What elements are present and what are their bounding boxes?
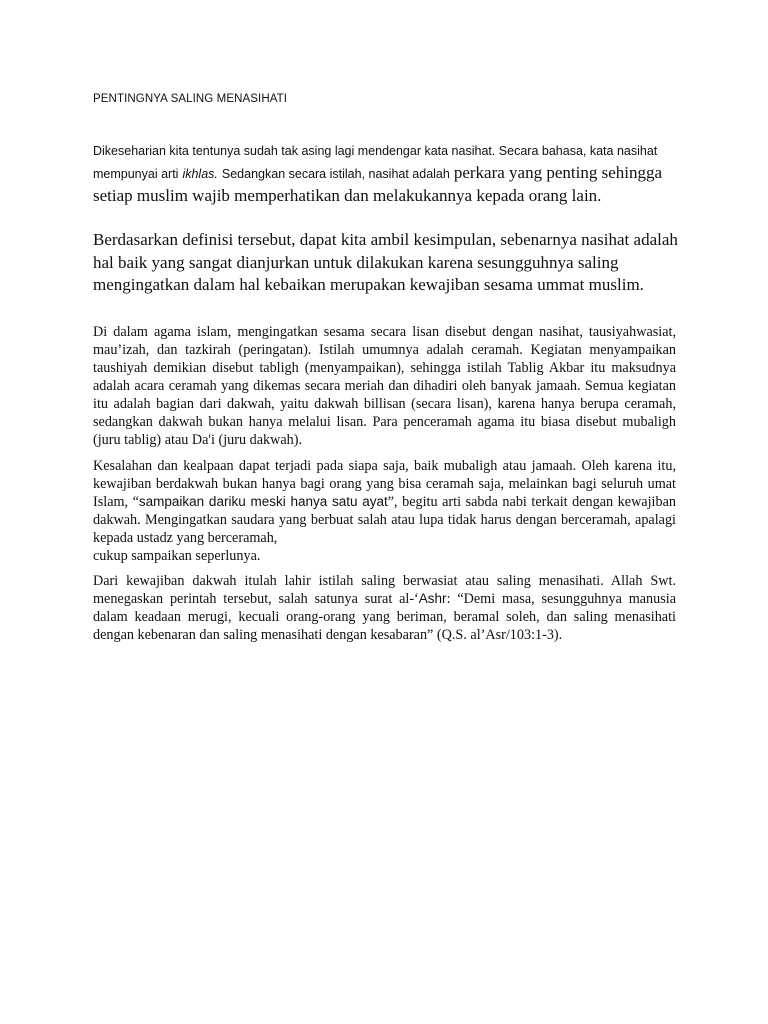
surah-name: Ashr — [418, 591, 447, 606]
hadith-quote: sampaikan dariku meski hanya satu ayat — [138, 494, 388, 509]
paragraph-definition — [93, 140, 678, 207]
paragraph-kewajiban-lead: Kesalahan dan kealpaan dapat terjadi pada siapa saja, baik mubaligh atau jamaah. Oleh karena itu, kewajiban berdakwah bukan hanya bagi orang yang bisa ceramah saja, melainkan bagi seluruh umat Islam, “ — [93, 458, 676, 510]
paragraph-definition-sans-tail: Sedangkan secara istilah, nasihat adalah — [221, 167, 450, 181]
paragraph-dakwah-lisan: Di dalam agama islam, mengingatkan sesama secara lisan disebut dengan nasihat, tausiyahwasiat, mau’izah, dan tazkirah (peringatan). Istilah umumnya adalah ceramah. Kegiatan menyampaikan taushiyah demikian disebut tabligh (menyampaikan), sehingga istilah Tablig Akbar itu maksudnya adalah acara ceramah yang dikemas secara meriah dan dihadiri oleh banyak jamaah. Semua kegiatan itu adalah bagian dari dakwah, yaitu dakwah billisan (secara lisan), karena hanya berupa ceramah, sedangkan dakwah bukan hanya melalui lisan. Para penceramah agama itu biasa disebut mubaligh (juru tablig) atau Da'i (juru dakwah). — [93, 324, 676, 448]
document-title: PENTINGNYA SALING MENASIHATI — [93, 93, 288, 105]
paragraph-kewajiban-last-line: cukup sampaikan seperlunya. — [93, 548, 261, 564]
italic-term-ikhlas: ikhlas. — [182, 167, 218, 181]
paragraph-saling-menasihati — [93, 572, 676, 644]
paragraph-kewajiban-mid: ”, begitu arti sabda nabi terkait dengan kewajiban dakwah. Mengingatkan saudara yang berbuat salah atau lupa tidak harus dengan berceramah, apalagi kepada ustadz yang berceramah, — [93, 494, 676, 546]
paragraph-conclusion: Berdasarkan definisi tersebut, dapat kita ambil kesimpulan, sebenarnya nasihat adalah hal baik yang sangat dianjurkan untuk dilakukan karena sesungguhnya saling mengingatkan dalam hal kebaikan merupakan kewajiban sesama ummat muslim. — [93, 230, 678, 294]
paragraph-definition-sans-lead: Dikeseharian kita tentunya sudah tak asing lagi mendengar kata nasihat. Secara bahasa, kata nasihat mempunyai arti — [93, 144, 658, 181]
paragraph-menasihati-tail: : “Demi masa, sesungguhnya manusia dalam keadaan merugi, kecuali orang-orang yang beriman, beramal soleh, dan saling menasihati dengan kebenaran dan saling menasihati dengan kesabaran” (Q.S. al’Asr/103:1-3). — [93, 591, 676, 643]
paragraph-definition-serif-tail: perkara yang penting sehingga setiap muslim wajib memperhatikan dan melakukannya kepada orang lain. — [93, 163, 663, 205]
paragraph-menasihati-lead: Dari kewajiban dakwah itulah lahir istilah saling berwasiat atau saling menasihati. Allah Swt. menegaskan perintah tersebut, salah satunya surat al-‘ — [93, 573, 676, 607]
paragraph-kewajiban-dakwah — [93, 457, 676, 565]
